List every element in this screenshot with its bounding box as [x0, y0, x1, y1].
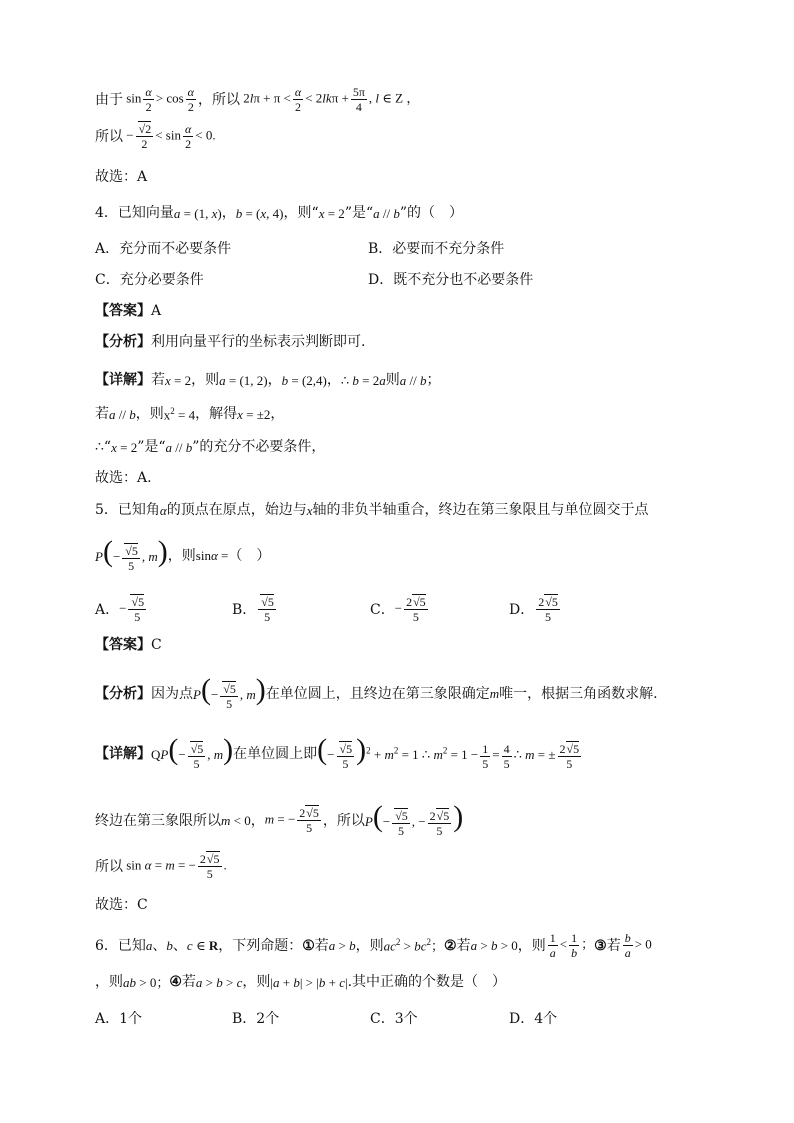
analysis-label: 【分析】	[95, 685, 151, 702]
answer-line: 【答案】 C	[95, 637, 162, 653]
option-d: D．既不充分也不必要条件	[368, 272, 534, 288]
math-expression: − √ $\frac{2}{2}$ < sin $\frac{\alpha}{2}$ < 0.	[123, 123, 216, 150]
text-line: 故选：A.	[95, 470, 152, 486]
option-c: C．3个	[370, 1011, 418, 1027]
text-line: 所以 − √ $\frac{2}{2}$ < sin $\frac{\alpha}{2}$ < 0.	[95, 123, 216, 150]
analysis-label: 【分析】	[95, 334, 151, 350]
detail-label: 【详解】	[95, 745, 151, 762]
detail-line: 所以 sin α = m = − $\frac{2√ 5}{5}$ .	[95, 853, 227, 880]
option-b: B． √ $\frac{5}{5}$	[232, 596, 278, 623]
answer-label: 【答案】	[95, 637, 151, 653]
option-c: C．充分必要条件	[95, 272, 204, 288]
detail-line: ∴“ x = 2 ”是“ a // b ”的充分不必要条件，	[95, 439, 326, 455]
question-6-stem: ，则 ab > 0； ④ 若 a > b > c ，则 |a + b| > |b + c| .其中正确的个数是（ ）	[95, 974, 507, 990]
detail-line: 终边在第三象限所以 m < 0 ， m = − $\frac{2√ 5}{5}$ ，所以 P(− √ $\frac{5}{5}$ , − $\frac{2√ 5}{5}$ )	[95, 805, 463, 837]
option-d: D．4个	[509, 1011, 558, 1027]
detail-line: 【详解】 若 x = 2 ，则 a = (1, 2) ， b = (2,4) ， ∴ b = 2a 则 a // b ；	[95, 372, 441, 388]
option-b: B．必要而不充分条件	[368, 241, 505, 257]
option-c: C． − $\frac{2√ 5}{5}$	[370, 596, 430, 623]
text-line: 由于 sin $\frac{\alpha}{2}$ > cos $\frac{\alpha}{2}$ ，所以 2lπ + π < $\frac{\alpha}{2}$ < 2lkπ + $\frac{5\pi}{4}$ , l ∈ Z ，	[95, 85, 420, 114]
analysis-line: 【分析】 利用向量平行的坐标表示判断即可.	[95, 334, 366, 350]
option-a: A．充分而不必要条件	[95, 241, 232, 257]
question-5-stem: P(− √ $\frac{5}{5}$ , m) ，则 sinα = （ ）	[95, 540, 270, 572]
analysis-line: 【分析】 因为点 P(− √ $\frac{5}{5}$ , m) 在单位圆上，且终边在第三象限确定 m 唯一，根据三角函数求解.	[95, 678, 658, 710]
question-6-stem: 6．已知 a 、 b 、 c ∈ R ，下列命题： ① 若 a > b ，则 $ac^2 > bc^2$； ② 若 a > b > 0 ，则 $\frac{1}{a}$ < $\frac{1}{b}$ ； ③ 若 $\frac{b}{a}$ > 0	[95, 931, 652, 960]
option-d: D． $\frac{2√ 5}{5}$	[509, 596, 562, 623]
text-line: 故选：A	[95, 169, 148, 185]
answer-label: 【答案】	[95, 303, 151, 319]
text-line: 故选：C	[95, 897, 148, 913]
math-expression: sin $\frac{\alpha}{2}$ > cos $\frac{\alpha}{2}$	[123, 85, 194, 114]
option-a: A．	[95, 601, 120, 618]
detail-line: 【详解】 QP(− √ $\frac{5}{5}$ , m) 在单位圆上即 (− √ $\frac{5}{5}$ )$^2 + m^2 = 1$ ∴ $m^2 = 1$ − $\frac{1}{5}$ = $\frac{4}{5}$ ∴ m = ± $\frac{2√ 5}{5}$	[95, 738, 583, 770]
detail-line: 若 a // b ，则 $x^2 = 4$ ，解得 x = ±2 ，	[95, 406, 285, 423]
detail-label: 【详解】	[95, 372, 151, 388]
options-row: A． − √ $\frac{5}{5}$	[95, 596, 148, 623]
option-b: B．2个	[232, 1011, 280, 1027]
answer-line: 【答案】 A	[95, 303, 162, 319]
question-4-stem: 4．已知向量 a = (1, x) ， b = (x, 4) ，则“ x = 2 ”是“ a // b ”的（ ）	[95, 205, 464, 221]
option-a: A．1个	[95, 1011, 143, 1027]
question-5-stem: 5．已知角 α 的顶点在原点，始边与 x 轴的非负半轴重合，终边在第三象限且与单位圆交于点	[95, 502, 649, 518]
math-expression: 2lπ + π < $\frac{\alpha}{2}$ < 2lkπ + $\frac{5\pi}{4}$ , l ∈ Z ，	[239, 85, 420, 114]
